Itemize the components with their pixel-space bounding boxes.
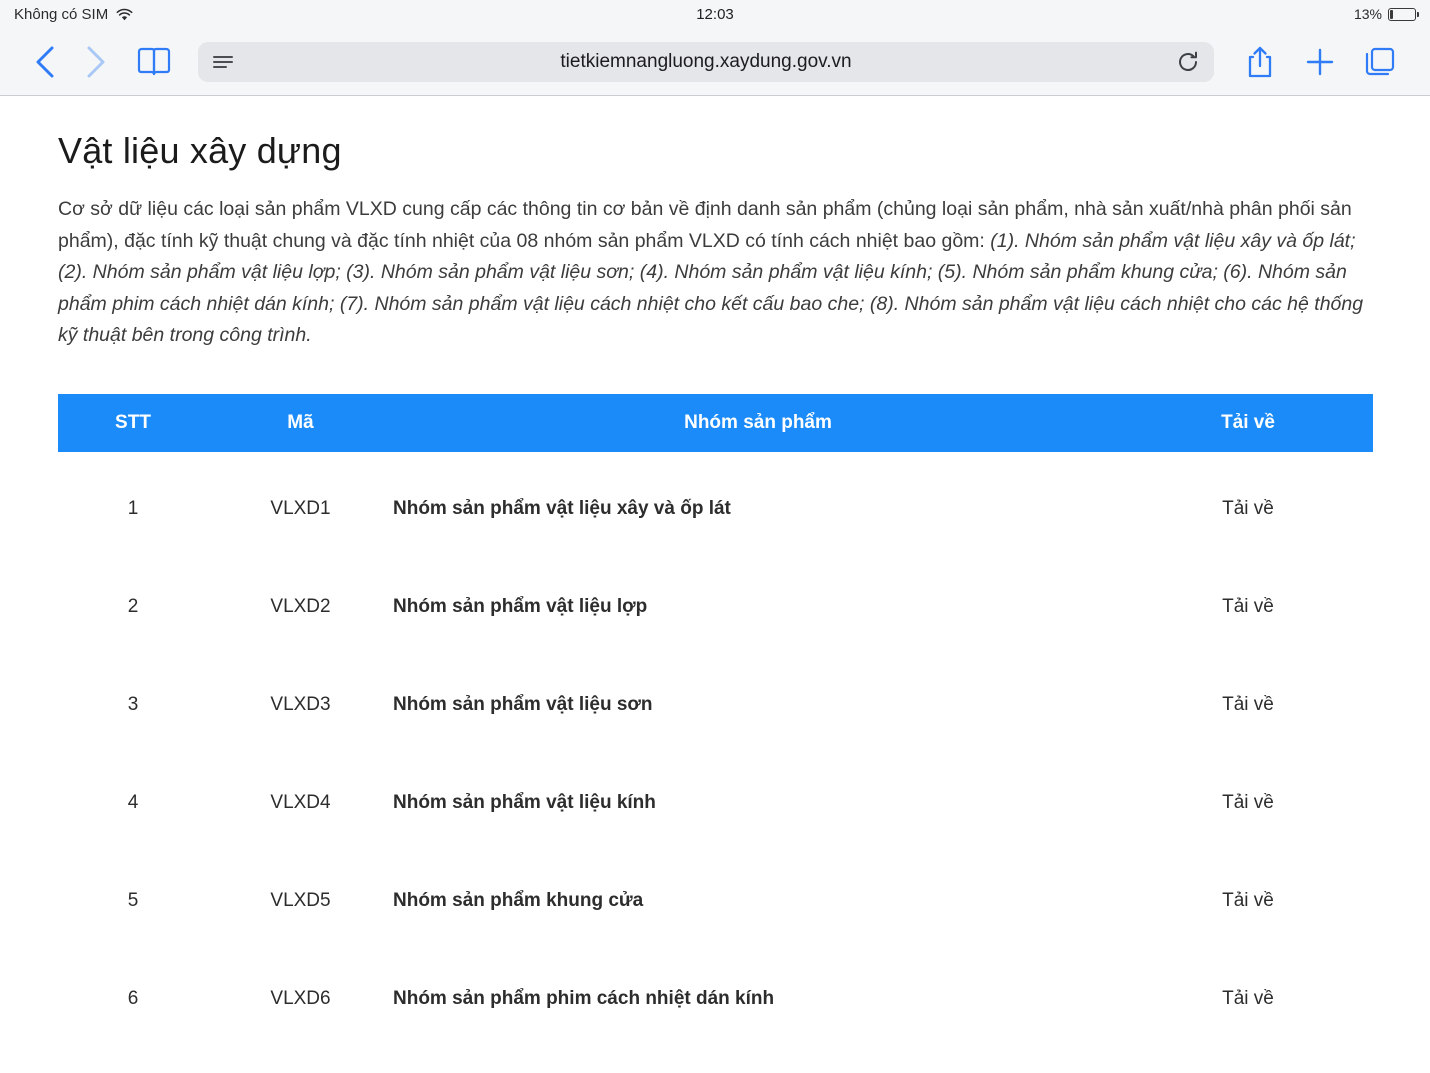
intro-text-italic: (1). Nhóm sản phẩm vật liệu xây và ốp lát; (2). Nhóm sản phẩm vật liệu lợp; (3). Nhóm sản phẩm vật liệu sơn; (4). Nhóm sản phẩm vật liệu kính; (5). Nhóm sản phẩm khung cửa; (6). Nhóm sản phẩm phim cách nhiệt dán kính; (7). Nhóm sản phẩm vật liệu cách nhiệt cho kết cấu bao che; (8). Nhóm sản phẩm vật liệu cách nhiệt cho các hệ thống kỹ thuật bên trong công trình. [58, 229, 1364, 347]
cell-group: Nhóm sản phẩm vật liệu kính [393, 754, 1123, 852]
intro-text-plain: Cơ sở dữ liệu các loại sản phẩm VLXD cung cấp các thông tin cơ bản về định danh sản phẩm (chủng loại sản phẩm, nhà sản xuất/nhà phân phối sản phẩm), đặc tính kỹ thuật chung và đặc tính nhiệt của 08 nhóm sản phẩm VLXD có tính cách nhiệt bao gồm: [58, 198, 1352, 252]
download-link[interactable]: Tải về [1123, 656, 1373, 754]
cell-stt: 1 [58, 452, 208, 558]
cell-stt: 4 [58, 754, 208, 852]
ios-status-bar [0, 0, 1430, 28]
cell-group: Nhóm sản phẩm vật liệu sơn [393, 656, 1123, 754]
back-button[interactable] [22, 39, 68, 85]
reload-icon[interactable] [1176, 50, 1200, 74]
status-bar-clock: 12:03 [696, 5, 734, 23]
cell-ma: VLXD1 [208, 452, 393, 558]
new-tab-button[interactable] [1292, 39, 1348, 85]
table-body [58, 452, 1373, 1048]
table-row [58, 950, 1373, 1048]
table-row [58, 754, 1373, 852]
download-link[interactable]: Tải về [1123, 950, 1373, 1048]
cell-ma: VLXD4 [208, 754, 393, 852]
cell-ma: VLXD6 [208, 950, 393, 1048]
battery-percent-label: 13% [1353, 6, 1382, 22]
content-container [0, 96, 1430, 1048]
table-row [58, 558, 1373, 656]
cell-stt: 2 [58, 558, 208, 656]
carrier-label: Không có SIM [14, 5, 109, 23]
status-bar-left [14, 6, 133, 23]
cell-group: Nhóm sản phẩm phim cách nhiệt dán kính [393, 950, 1123, 1048]
url-text: tietkiemnangluong.xaydung.gov.vn [560, 50, 852, 72]
cell-ma: VLXD3 [208, 656, 393, 754]
column-header-group: Nhóm sản phẩm [393, 394, 1123, 452]
table-header [58, 394, 1373, 452]
table-row [58, 452, 1373, 558]
cell-ma: VLXD5 [208, 852, 393, 950]
reader-view-icon[interactable] [212, 54, 234, 70]
wifi-icon [116, 8, 133, 21]
battery-icon [1388, 8, 1416, 21]
download-link[interactable]: Tải về [1123, 852, 1373, 950]
cell-group: Nhóm sản phẩm khung cửa [393, 852, 1123, 950]
webpage-content [0, 96, 1430, 1073]
table-row [58, 852, 1373, 950]
status-bar-right [1354, 6, 1416, 22]
battery-fill [1390, 10, 1393, 19]
table-header-row [58, 394, 1373, 452]
safari-toolbar [0, 28, 1430, 96]
tabs-button[interactable] [1352, 39, 1408, 85]
page-intro [58, 194, 1372, 352]
cell-ma: VLXD2 [208, 558, 393, 656]
column-header-download: Tải về [1123, 394, 1373, 452]
page-title: Vật liệu xây dựng [58, 130, 342, 171]
download-link[interactable]: Tải về [1123, 754, 1373, 852]
cell-stt: 6 [58, 950, 208, 1048]
table-row [58, 656, 1373, 754]
cell-stt: 5 [58, 852, 208, 950]
cell-group: Nhóm sản phẩm vật liệu lợp [393, 558, 1123, 656]
download-link[interactable]: Tải về [1123, 558, 1373, 656]
address-bar[interactable] [198, 42, 1214, 82]
forward-button[interactable] [72, 39, 118, 85]
column-header-stt: STT [58, 394, 208, 452]
cell-stt: 3 [58, 656, 208, 754]
cell-group: Nhóm sản phẩm vật liệu xây và ốp lát [393, 452, 1123, 558]
download-link[interactable]: Tải về [1123, 452, 1373, 558]
product-groups-table [58, 394, 1373, 1048]
share-button[interactable] [1232, 39, 1288, 85]
column-header-ma: Mã [208, 394, 393, 452]
bookmarks-button[interactable] [128, 39, 180, 85]
